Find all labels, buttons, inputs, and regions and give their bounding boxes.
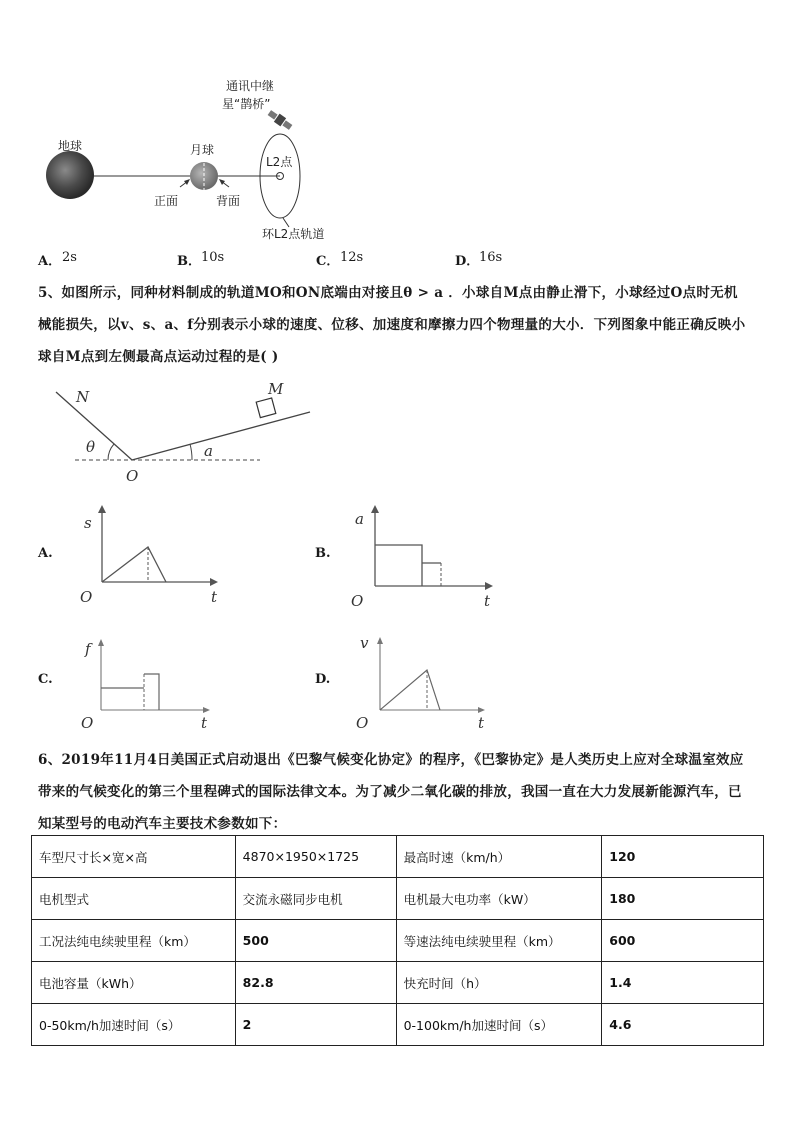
q4-option-b-letter: B． [177,254,201,269]
l2-label: L2点 [266,155,293,169]
front-label: 正面 [154,194,179,208]
satellite-label-2: 星“鹊桥” [222,97,271,111]
satellite-icon [266,108,293,131]
table-cell: 4.6 [602,1004,764,1046]
front-arrowhead [184,179,190,185]
graph-c-y-label: f [85,640,91,658]
graph-c-origin: O [81,714,94,732]
table-cell: 500 [235,920,396,962]
table-cell: 电机型式 [32,878,236,920]
graph-d-x-label: t [478,714,485,732]
graph-c-curve-2 [144,674,159,710]
q4-option-a-value: 2s [62,250,77,265]
graph-c-f-t [75,632,225,732]
table-cell: 82.8 [235,962,396,1004]
label-n: N [76,388,90,406]
q5-incline-diagram [0,370,340,485]
satellite-label-1: 通讯中继 [226,79,275,93]
table-cell: 最高时速（km/h） [396,836,602,878]
table-row [32,1004,764,1046]
table-cell: 120 [602,836,764,878]
graph-a-x-label: t [211,588,218,605]
table-row [32,920,764,962]
table-cell: 4870×1950×1725 [235,836,396,878]
track-mo [132,412,310,460]
back-arrowhead [219,179,225,185]
q4-option-d-letter: D． [455,254,480,269]
earth-label: 地球 [58,139,83,153]
q5-line-2: 械能损失，以v、s、a、f分别表示小球的速度、位移、加速度和摩擦力四个物理量的大小．下列图象中能正确反映小 [38,317,746,333]
table-row [32,836,764,878]
orbit-label: 环L2点轨道 [262,227,325,241]
graph-d-curve [380,670,440,710]
graph-a-origin: O [80,588,93,605]
q6-line-2: 带来的气候变化的第三个里程碑式的国际法律文本。为了减少二氧化碳的排放，我国一直在大力发展新能源汽车，已 [38,784,742,800]
q5-option-c-letter: C. [38,672,53,687]
q4-option-b-value: 10s [201,250,225,265]
table-cell: 180 [602,878,764,920]
graph-b-origin: O [351,592,364,610]
q6-line-1: 6、2019年11月4日美国正式启动退出《巴黎气候变化协定》的程序，《巴黎协定》是人类历史上应对全球温室效应 [38,752,744,768]
table-cell: 等速法纯电续驶里程（km） [396,920,602,962]
table-row [32,962,764,1004]
q4-option-c-value: 12s [340,250,364,265]
table-cell: 交流永磁同步电机 [235,878,396,920]
graph-a-s-t [70,500,230,605]
table-cell: 0-50km/h加速时间（s） [32,1004,236,1046]
graph-d-origin: O [356,714,369,732]
earth-moon-l2-figure [0,0,794,245]
q5-line-3: 球自M点到左侧最高点运动过程的是( ) [38,349,279,365]
q4-option-d-value: 16s [479,250,503,265]
back-label: 背面 [216,194,241,208]
label-alpha: a [204,442,213,460]
table-cell: 快充时间（h） [396,962,602,1004]
label-m: M [268,380,284,398]
label-o: O [126,467,139,485]
table-cell: 1.4 [602,962,764,1004]
ev-spec-table [31,835,764,1046]
table-cell: 0-100km/h加速时间（s） [396,1004,602,1046]
graph-d-y-label: v [360,634,369,652]
table-cell: 电机最大电功率（kW） [396,878,602,920]
table-row [32,878,764,920]
label-theta: θ [86,438,96,456]
alpha-arc [190,444,192,460]
block-m [256,398,276,418]
q5-option-d-letter: D. [315,672,331,687]
table-cell: 车型尺寸长×宽×高 [32,836,236,878]
table-cell: 工况法纯电续驶里程（km） [32,920,236,962]
q5-option-b-letter: B. [315,546,331,561]
orbit-pointer [283,218,289,227]
q5-option-a-letter: A. [38,546,53,561]
moon-label: 月球 [190,143,215,157]
table-cell: 电池容量（kWh） [32,962,236,1004]
q4-option-c-letter: C． [316,254,340,269]
q5-line-1: 5、如图所示，同种材料制成的轨道MO和ON底端由对接且θ > a ．小球自M点由静止滑下，小球经过O点时无机 [38,285,738,301]
graph-b-x-label: t [484,592,491,610]
earth-image [46,151,94,199]
graph-a-curve [102,547,166,582]
graph-c-x-label: t [201,714,208,732]
q6-line-3: 知某型号的电动汽车主要技术参数如下： [38,816,287,832]
graph-b-y-label: a [355,510,364,528]
graph-b-curve-1 [375,545,422,586]
q4-option-a-letter: A． [38,254,62,269]
table-cell: 600 [602,920,764,962]
graph-d-v-t [350,632,500,732]
graph-b-a-t [345,500,505,610]
graph-a-y-label: s [84,514,92,532]
theta-arc [108,444,114,460]
table-cell: 2 [235,1004,396,1046]
